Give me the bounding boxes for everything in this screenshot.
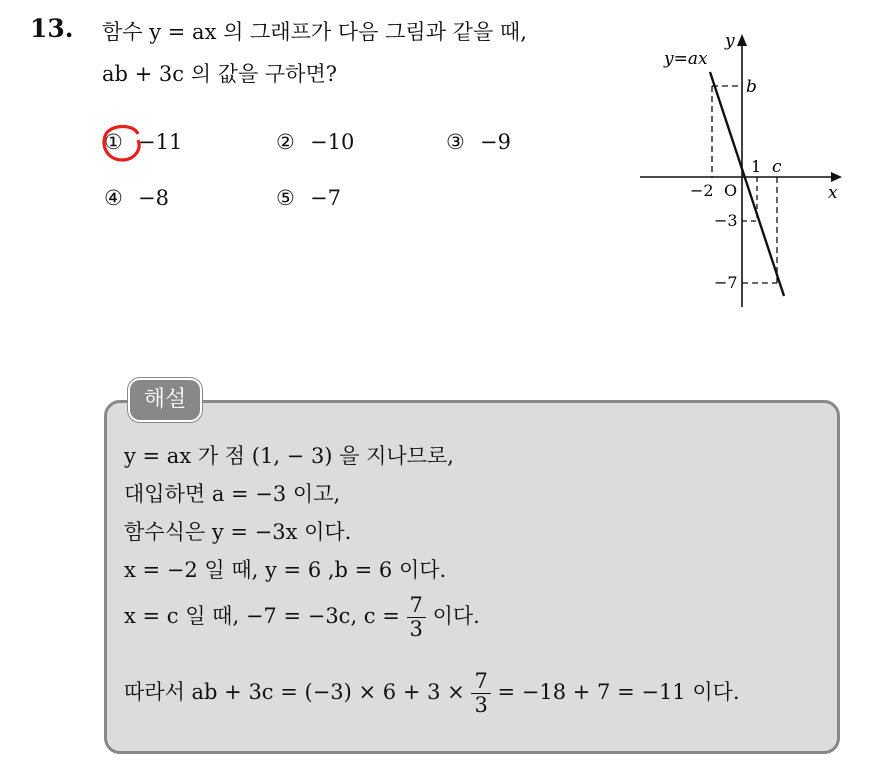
fraction-7-3-b bbox=[471, 670, 490, 717]
graph-tick-neg7: −7 bbox=[714, 273, 738, 292]
solution-line1: y = ax 가 점 (1, − 3) 을 지나므로, bbox=[124, 444, 454, 468]
graph-tick-neg2: −2 bbox=[690, 181, 714, 200]
question-text-line2: ab + 3c 의 값을 구하면? bbox=[102, 62, 338, 86]
line-y-ax bbox=[710, 72, 784, 296]
choice-3[interactable] bbox=[446, 130, 511, 154]
choice-3-mark: ③ bbox=[446, 130, 465, 154]
choice-2-mark: ② bbox=[276, 130, 295, 154]
choice-5-text: −7 bbox=[310, 186, 341, 210]
choice-3-text: −9 bbox=[480, 130, 511, 154]
graph-tick-c: c bbox=[772, 157, 782, 177]
solution-tag: 해설 bbox=[128, 378, 202, 422]
choice-5-mark: ⑤ bbox=[276, 186, 295, 210]
function-graph bbox=[630, 20, 860, 310]
fraction-denominator: 3 bbox=[474, 693, 488, 718]
graph-tick-neg3: −3 bbox=[714, 211, 738, 230]
fraction-7-3 bbox=[407, 594, 426, 641]
fraction-numerator: 7 bbox=[471, 670, 490, 694]
solution-line6-left: 따라서 ab + 3c = (−3) × 6 + 3 × bbox=[124, 680, 465, 705]
choice-1-text: −11 bbox=[138, 130, 183, 154]
solution-line6 bbox=[124, 670, 740, 717]
selected-circle-icon bbox=[98, 122, 146, 164]
choice-1-mark: ① bbox=[104, 130, 123, 154]
x-axis-arrow-icon bbox=[831, 172, 842, 182]
graph-line-label: y=ax bbox=[664, 49, 708, 69]
graph-origin-label: O bbox=[724, 181, 738, 200]
question-number: 13. bbox=[30, 14, 74, 43]
choice-4-mark: ④ bbox=[104, 186, 123, 210]
graph-y-axis-label: y bbox=[725, 31, 735, 51]
choice-5[interactable] bbox=[276, 186, 341, 210]
solution-line5 bbox=[124, 594, 480, 641]
graph-tick-1: 1 bbox=[751, 157, 762, 176]
fraction-denominator: 3 bbox=[409, 617, 423, 642]
graph-x-axis-label: x bbox=[828, 183, 838, 203]
question-text-line1: 함수 y = ax 의 그래프가 다음 그림과 같을 때, bbox=[102, 20, 527, 44]
fraction-numerator: 7 bbox=[407, 594, 426, 618]
solution-line5-right: 이다. bbox=[432, 604, 480, 629]
choice-4[interactable] bbox=[104, 186, 169, 210]
solution-line5-left: x = c 일 때, −7 = −3c, c = bbox=[124, 604, 400, 629]
graph-tick-b: b bbox=[746, 77, 757, 97]
choice-4-text: −8 bbox=[138, 186, 169, 210]
solution-line6-right: = −18 + 7 = −11 이다. bbox=[497, 680, 740, 705]
y-axis-arrow-icon bbox=[737, 34, 747, 46]
solution-line2: 대입하면 a = −3 이고, bbox=[124, 482, 341, 506]
solution-line3: 함수식은 y = −3x 이다. bbox=[124, 520, 352, 544]
solution-line4: x = −2 일 때, y = 6 ,b = 6 이다. bbox=[124, 558, 447, 582]
choice-2[interactable] bbox=[276, 130, 354, 154]
choice-2-text: −10 bbox=[310, 130, 355, 154]
